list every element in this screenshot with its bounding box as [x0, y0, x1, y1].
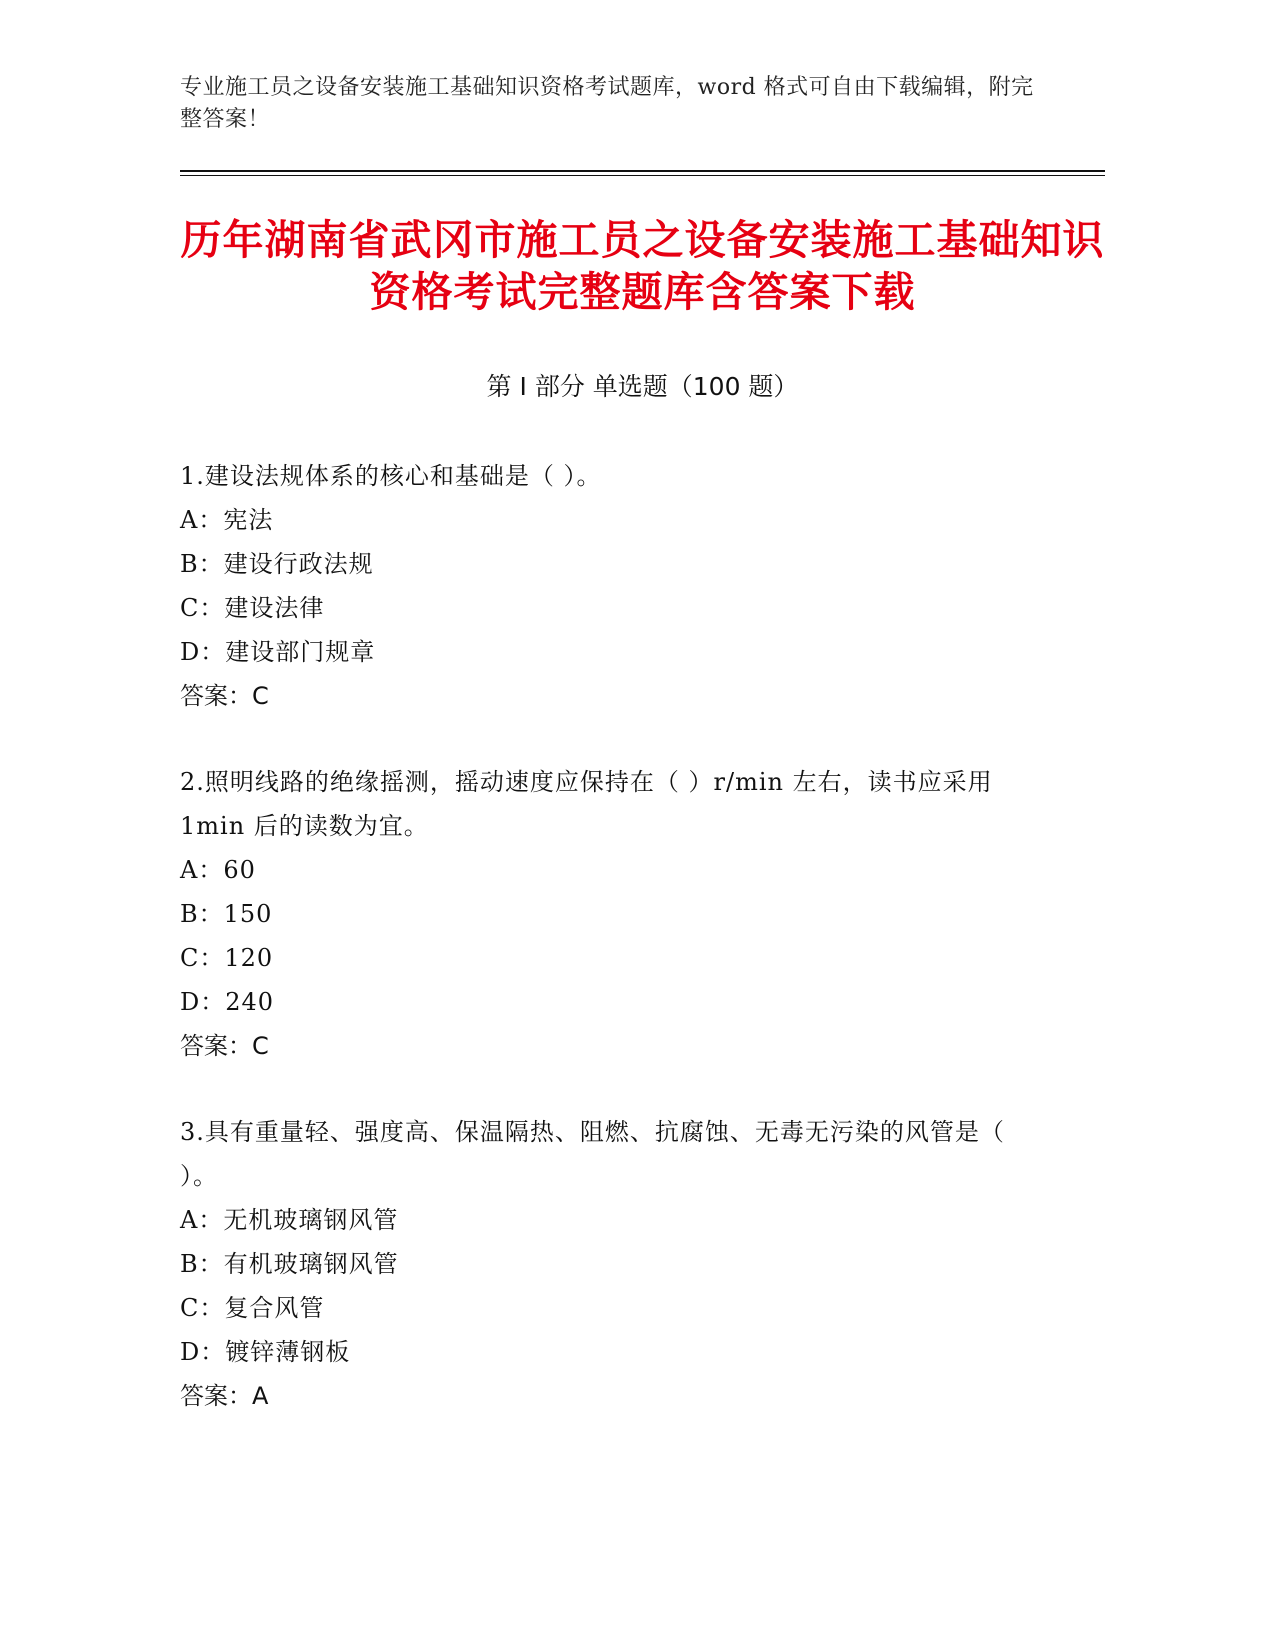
- question-1: [180, 454, 1040, 718]
- document-page: [180, 0, 1105, 1650]
- option-letter: C：: [180, 944, 225, 972]
- option-d: [180, 1330, 1040, 1374]
- option-letter: D：: [180, 638, 226, 666]
- option-a: [180, 848, 1040, 892]
- option-text: 复合风管: [224, 1294, 325, 1322]
- answer-value: C: [252, 682, 269, 710]
- option-a: [180, 498, 1040, 542]
- header-divider-thick: [180, 170, 1105, 172]
- answer-value: C: [252, 1032, 269, 1060]
- option-a: [180, 1198, 1040, 1242]
- option-text: 150: [223, 900, 273, 928]
- option-letter: D：: [180, 988, 226, 1016]
- option-letter: B：: [180, 550, 224, 578]
- option-text: 有机玻璃钢风管: [223, 1250, 399, 1278]
- answer-label: 答案：: [180, 682, 252, 710]
- option-letter: C：: [180, 1294, 225, 1322]
- question-2: [180, 760, 1040, 1068]
- option-letter: B：: [180, 900, 224, 928]
- option-text: 建设行政法规: [223, 550, 374, 578]
- answer-label: 答案：: [180, 1032, 252, 1060]
- header-note: 专业施工员之设备安装施工基础知识资格考试题库，word 格式可自由下载编辑，附完整答案！: [180, 75, 1034, 132]
- option-text: 120: [224, 944, 274, 972]
- option-c: [180, 936, 1040, 980]
- option-text: 无机玻璃钢风管: [223, 1206, 399, 1234]
- document-title: 历年湖南省武冈市施工员之设备安装施工基础知识资格考试完整题库含答案下载: [180, 216, 1105, 316]
- option-text: 建设法律: [224, 594, 325, 622]
- option-letter: A：: [180, 1206, 224, 1234]
- option-text: 建设部门规章: [225, 638, 376, 666]
- option-letter: B：: [180, 1250, 224, 1278]
- header-divider-thin: [180, 175, 1105, 176]
- option-text: 镀锌薄钢板: [225, 1338, 351, 1366]
- answer-value: A: [252, 1382, 269, 1410]
- question-3: [180, 1110, 1040, 1418]
- question-stem: 2.照明线路的绝缘摇测，摇动速度应保持在（ ）r/min 左右，读书应采用 1min 后的读数为宜。: [180, 768, 993, 840]
- option-b: [180, 542, 1040, 586]
- answer-line: [180, 1374, 1040, 1418]
- option-letter: D：: [180, 1338, 226, 1366]
- option-b: [180, 1242, 1040, 1286]
- option-text: 60: [223, 856, 256, 884]
- option-letter: C：: [180, 594, 225, 622]
- answer-line: [180, 1024, 1040, 1068]
- option-letter: A：: [180, 506, 224, 534]
- section-title: 第 I 部分 单选题（100 题）: [486, 372, 799, 401]
- option-c: [180, 586, 1040, 630]
- option-d: [180, 630, 1040, 674]
- answer-line: [180, 674, 1040, 718]
- question-stem: 1.建设法规体系的核心和基础是（ ）。: [180, 462, 602, 490]
- question-list: [180, 454, 1040, 1460]
- answer-label: 答案：: [180, 1382, 252, 1410]
- option-d: [180, 980, 1040, 1024]
- question-stem: 3.具有重量轻、强度高、保温隔热、阻燃、抗腐蚀、无毒无污染的风管是（ ）。: [180, 1118, 1005, 1190]
- option-c: [180, 1286, 1040, 1330]
- option-b: [180, 892, 1040, 936]
- option-text: 宪法: [223, 506, 274, 534]
- option-letter: A：: [180, 856, 224, 884]
- option-text: 240: [225, 988, 275, 1016]
